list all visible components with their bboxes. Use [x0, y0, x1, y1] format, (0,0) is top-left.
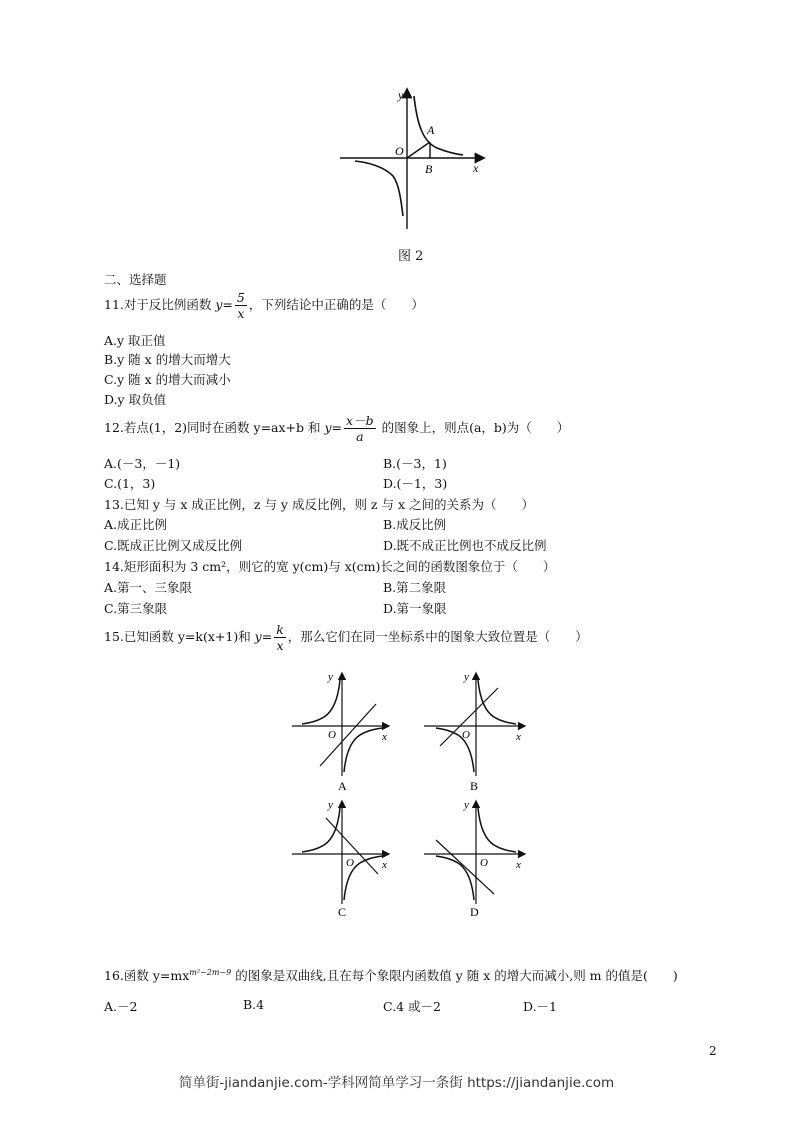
- q16-option-a: A.－2: [104, 999, 138, 1014]
- fig2-a-label: A: [427, 123, 435, 137]
- q12-option-b: B.(－3，1): [383, 456, 447, 471]
- q15-y-eq: y=: [254, 629, 273, 644]
- q12-frac-num: x－b: [346, 413, 374, 428]
- q12-option-d: D.(－1，3): [383, 476, 448, 491]
- q15-stem-suffix: ，那么它们在同一坐标系中的图象大致位置是（ ）: [287, 629, 588, 644]
- q14-option-b: B.第二象限: [383, 580, 447, 595]
- q16-stem-prefix: 16.函数 y=mx: [104, 968, 190, 983]
- figure-2-caption: 图 2: [398, 249, 424, 264]
- fig2-b-label: B: [425, 162, 433, 176]
- q15-c-y-label: y: [328, 799, 333, 811]
- q16-option-d: D.－1: [523, 999, 558, 1014]
- q11-option-b: B.y 随 x 的增大而增大: [104, 352, 231, 367]
- q15-graph-d: [424, 799, 524, 919]
- q15-graph-c: [292, 799, 388, 919]
- q13-option-a: A.成正比例: [104, 517, 168, 532]
- q11-stem: [104, 290, 424, 321]
- q16-option-b: B.4: [243, 997, 265, 1012]
- q11-fraction: [235, 290, 247, 321]
- q16-stem: [104, 966, 678, 984]
- q15-a-o-label: O: [328, 729, 336, 741]
- q11-frac-den: x: [237, 306, 245, 321]
- q15-d-o-label: O: [480, 857, 488, 869]
- q15-a-x-label: x: [382, 731, 387, 743]
- q11-stem-suffix: ，下列结论中正确的是（ ）: [248, 297, 424, 312]
- q14-option-a: A.第一、三象限: [104, 580, 193, 595]
- q16-stem-suffix: 的图象是双曲线,且在每个象限内函数值 y 随 x 的增大而减小,则 m 的值是( ): [231, 968, 678, 983]
- q15-c-o-label: O: [346, 857, 354, 869]
- q15-d-caption: D: [470, 905, 479, 919]
- q15-stem: [104, 622, 588, 653]
- q11-frac-num: 5: [236, 290, 245, 305]
- q12-stem-suffix: 的图象上，则点(a，b)为（ ）: [377, 420, 570, 435]
- q11-option-d: D.y 取负值: [104, 392, 167, 407]
- q13-option-d: D.既不成正比例也不成反比例: [383, 538, 547, 553]
- q15-c-caption: C: [338, 905, 347, 919]
- q13-option-c: C.既成正比例又成反比例: [104, 538, 243, 553]
- q15-fraction: [274, 622, 286, 653]
- figure-2-graph: [335, 84, 495, 234]
- q12-stem: [104, 413, 569, 444]
- q16-exponent: m²−2m−9: [189, 967, 232, 977]
- q14-stem: 14.矩形面积为 3 cm²，则它的宽 y(cm)与 x(cm)长之间的函数图象位于（ ）: [104, 559, 556, 574]
- fig2-y-label: y: [398, 88, 404, 102]
- q15-graph-a: [292, 671, 388, 793]
- q15-b-o-label: O: [462, 729, 470, 741]
- fig2-o-label: O: [395, 144, 404, 158]
- q11-y-eq: y=: [215, 297, 233, 312]
- q15-b-x-label: x: [516, 731, 521, 743]
- q11-stem-prefix: 11.对于反比例函数: [104, 297, 216, 312]
- section-title: 二、选择题: [104, 272, 167, 287]
- q15-d-x-label: x: [516, 859, 521, 871]
- q15-a-caption: A: [338, 779, 347, 793]
- q15-graphs: [280, 668, 540, 928]
- q14-option-d: D.第一象限: [383, 601, 447, 616]
- fig2-x-label: x: [473, 161, 479, 175]
- q15-c-x-label: x: [382, 859, 387, 871]
- q15-frac-num: k: [276, 622, 284, 637]
- q12-fraction: [344, 413, 376, 444]
- q13-option-b: B.成反比例: [383, 517, 447, 532]
- q15-b-caption: B: [470, 779, 479, 793]
- footer-watermark: 简单街-jiandanjie.com-学科网简单学习一条街 https://jiandanjie.com: [178, 1075, 615, 1091]
- q16-option-c: C.4 或－2: [383, 999, 441, 1014]
- q12-option-a: A.(－3，－1): [104, 456, 181, 471]
- q12-y-eq: y=: [324, 420, 343, 435]
- q12-stem-prefix: 12.若点(1，2)同时在函数 y=ax+b 和: [104, 420, 325, 435]
- q11-option-c: C.y 随 x 的增大而减小: [104, 372, 231, 387]
- q15-b-y-label: y: [464, 671, 469, 683]
- q15-frac-den: x: [276, 638, 284, 653]
- q15-a-y-label: y: [328, 671, 333, 683]
- q15-d-y-label: y: [464, 799, 469, 811]
- q14-option-c: C.第三象限: [104, 601, 168, 616]
- page-number: 2: [709, 1044, 717, 1058]
- q15-stem-prefix: 15.已知函数 y=k(x+1)和: [104, 629, 255, 644]
- q11-option-a: A.y 取正值: [104, 333, 166, 348]
- q15-graph-b: [424, 671, 524, 793]
- q13-stem: 13.已知 y 与 x 成正比例，z 与 y 成反比例，则 z 与 x 之间的关系为（ ）: [104, 497, 534, 512]
- q12-option-c: C.(1，3): [104, 476, 156, 491]
- q12-frac-den: a: [356, 429, 364, 444]
